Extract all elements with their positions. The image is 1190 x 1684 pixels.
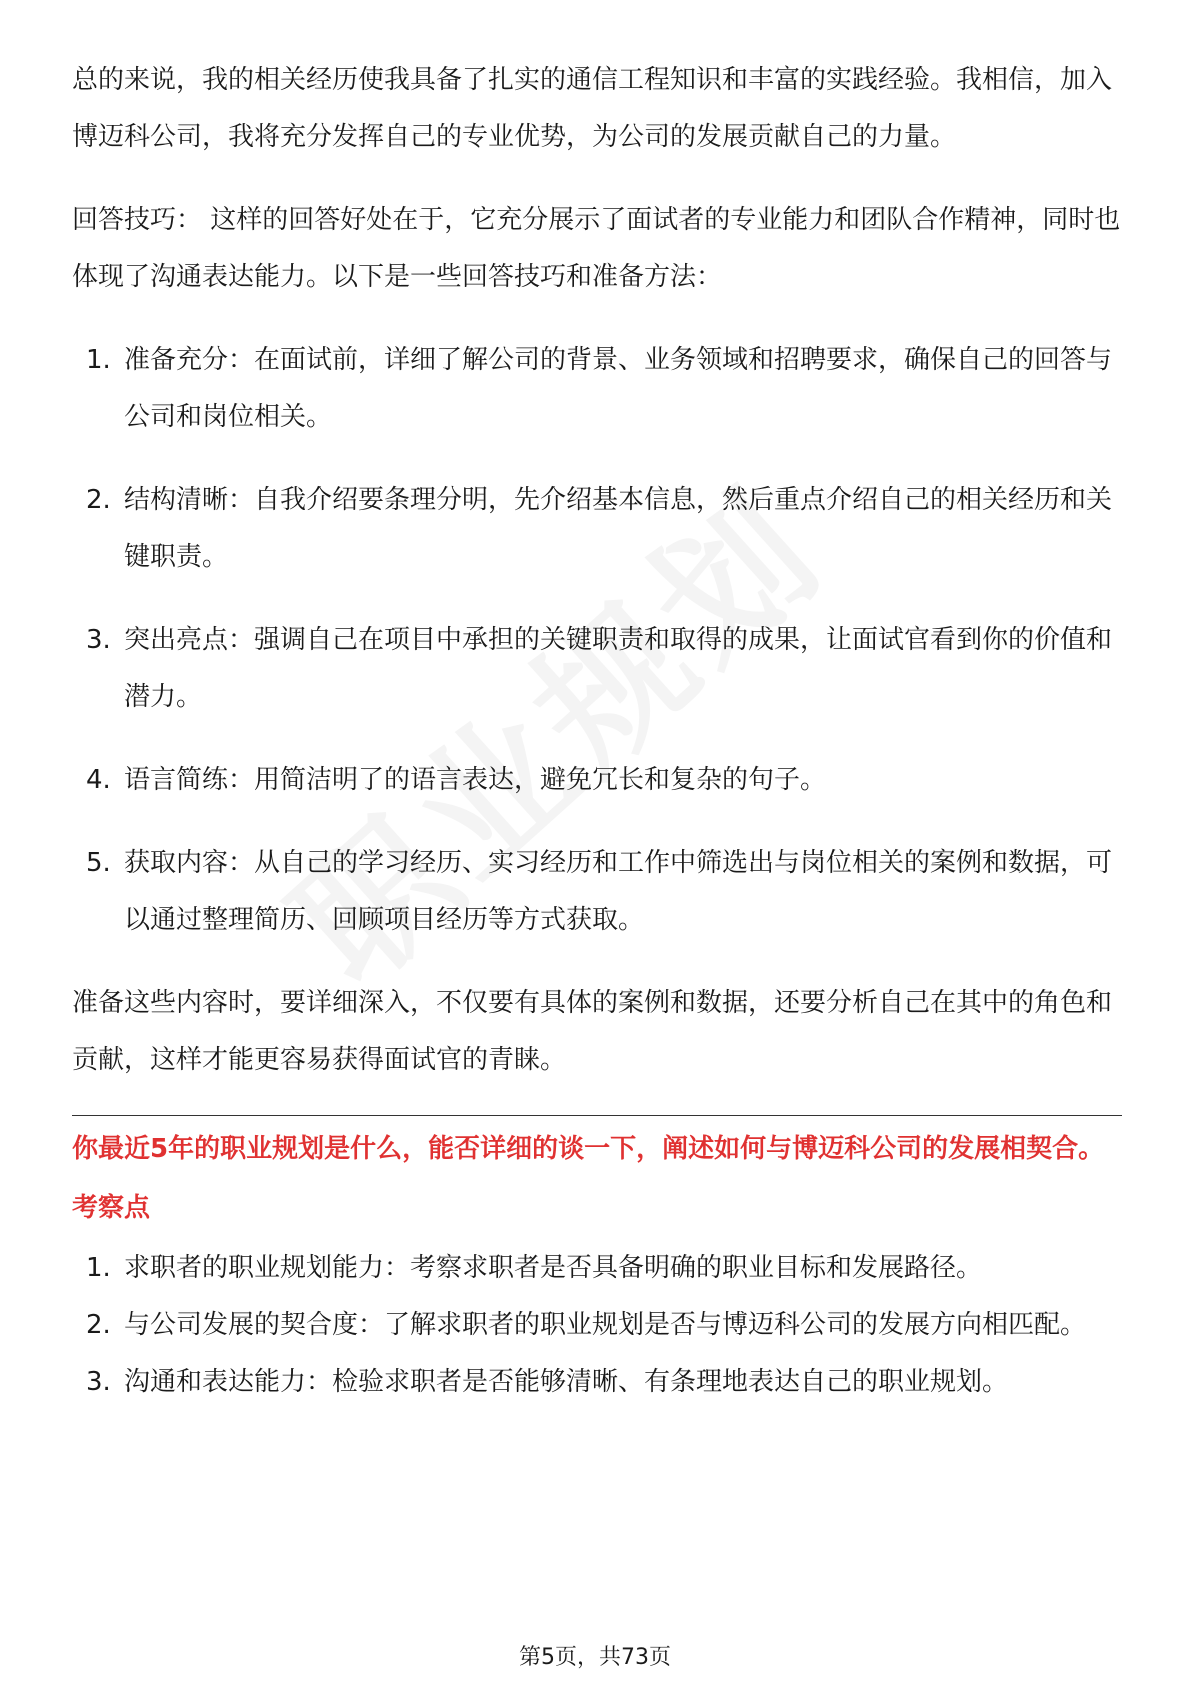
list-number: 3. [86, 1367, 111, 1397]
list-number: 1. [86, 345, 111, 375]
list-item-text: 准备充分：在面试前，详细了解公司的背景、业务领域和招聘要求，确保自己的回答与公司和岗位相关。 [124, 345, 1113, 432]
list-number: 1. [86, 1253, 111, 1283]
list-number: 2. [86, 485, 111, 515]
list-item [72, 1297, 1122, 1354]
list-item-text: 沟通和表达能力：检验求职者是否能够清晰、有条理地表达自己的职业规划。 [124, 1367, 1009, 1397]
list-item [72, 752, 1122, 809]
list-item [72, 835, 1122, 949]
page-number: 第5页，共73页 [519, 1645, 671, 1670]
list-item [72, 1240, 1122, 1297]
list-number: 2. [86, 1310, 111, 1340]
interview-question: 你最近5年的职业规划是什么，能否详细的谈一下，阐述如何与博迈科公司的发展相契合。 [72, 1134, 1105, 1164]
list-item-text: 与公司发展的契合度：了解求职者的职业规划是否与博迈科公司的发展方向相匹配。 [124, 1310, 1087, 1340]
tips-list [72, 332, 1122, 949]
list-number: 3. [86, 625, 111, 655]
list-item-text: 语言简练：用简洁明了的语言表达，避免冗长和复杂的句子。 [124, 765, 827, 795]
list-item [72, 612, 1122, 726]
paragraph-conclusion: 准备这些内容时，要详细深入，不仅要有具体的案例和数据，还要分析自己在其中的角色和贡献，这样才能更容易获得面试官的青睐。 [72, 988, 1113, 1075]
list-item-text: 突出亮点：强调自己在项目中承担的关键职责和取得的成果，让面试官看到你的价值和潜力。 [124, 625, 1113, 712]
list-item [72, 472, 1122, 586]
list-number: 4. [86, 765, 111, 795]
list-item [72, 1354, 1122, 1411]
paragraph-summary: 总的来说，我的相关经历使我具备了扎实的通信工程知识和丰富的实践经验。我相信，加入博迈科公司，我将充分发挥自己的专业优势，为公司的发展贡献自己的力量。 [72, 65, 1113, 152]
list-item-text: 获取内容：从自己的学习经历、实习经历和工作中筛选出与岗位相关的案例和数据，可以通过整理简历、回顾项目经历等方式获取。 [124, 848, 1113, 935]
list-number: 5. [86, 848, 111, 878]
list-item-text: 求职者的职业规划能力：考察求职者是否具备明确的职业目标和发展路径。 [124, 1253, 983, 1283]
list-item [72, 332, 1122, 446]
section-title: 考察点 [72, 1193, 151, 1223]
page-content [72, 52, 1122, 1411]
assessment-points-list [72, 1240, 1122, 1411]
section-divider [72, 1115, 1122, 1116]
list-item-text: 结构清晰：自我介绍要条理分明，先介绍基本信息，然后重点介绍自己的相关经历和关键职责。 [124, 485, 1113, 572]
paragraph-tips-intro: 回答技巧： 这样的回答好处在于，它充分展示了面试者的专业能力和团队合作精神，同时也体现了沟通表达能力。以下是一些回答技巧和准备方法： [72, 205, 1121, 292]
